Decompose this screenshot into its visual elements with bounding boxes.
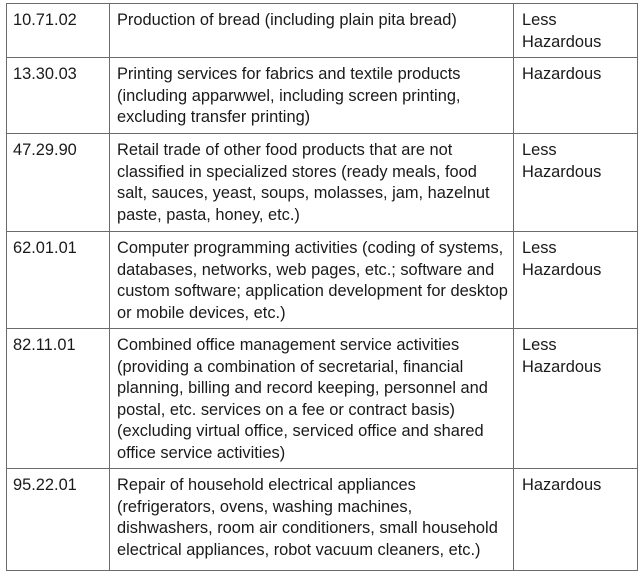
hazard-class: Less Hazardous xyxy=(514,134,638,232)
activity-description: Combined office management service activities (providing a combination of secretarial, financial planning, billing and record keeping, personnel and postal, etc. services on a fee or contract basis) (excluding virtual office, serviced office and shared office service activities) xyxy=(110,329,514,469)
activity-code: 62.01.01 xyxy=(7,232,110,329)
activity-description: Printing services for fabrics and textile products (including apparwwel, including screen printing, excluding transfer printing) xyxy=(110,58,514,134)
hazard-class: Less Hazardous xyxy=(514,329,638,469)
activity-description: Repair of household electrical appliances (refrigerators, ovens, washing machines, dishwashers, room air conditioners, small household electrical appliances, robot vacuum cleaners, etc.) xyxy=(110,469,514,571)
table-row xyxy=(7,469,638,571)
activity-description: Retail trade of other food products that are not classified in specialized stores (ready meals, food salt, sauces, yeast, soups, molasses, jam, hazelnut paste, pasta, honey, etc.) xyxy=(110,134,514,232)
activity-hazard-table xyxy=(6,3,638,571)
table-row xyxy=(7,134,638,232)
table-row xyxy=(7,4,638,58)
table-row xyxy=(7,58,638,134)
activity-description: Computer programming activities (coding of systems, databases, networks, web pages, etc.; software and custom software; application development for desktop or mobile devices, etc.) xyxy=(110,232,514,329)
hazard-class: Less Hazardous xyxy=(514,4,638,58)
hazard-class: Hazardous xyxy=(514,58,638,134)
activity-code: 10.71.02 xyxy=(7,4,110,58)
hazard-class: Less Hazardous xyxy=(514,232,638,329)
hazard-class: Hazardous xyxy=(514,469,638,571)
table-row xyxy=(7,232,638,329)
activity-description: Production of bread (including plain pita bread) xyxy=(110,4,514,58)
table-row xyxy=(7,329,638,469)
activity-code: 47.29.90 xyxy=(7,134,110,232)
activity-code: 82.11.01 xyxy=(7,329,110,469)
activity-code: 95.22.01 xyxy=(7,469,110,571)
activity-code: 13.30.03 xyxy=(7,58,110,134)
